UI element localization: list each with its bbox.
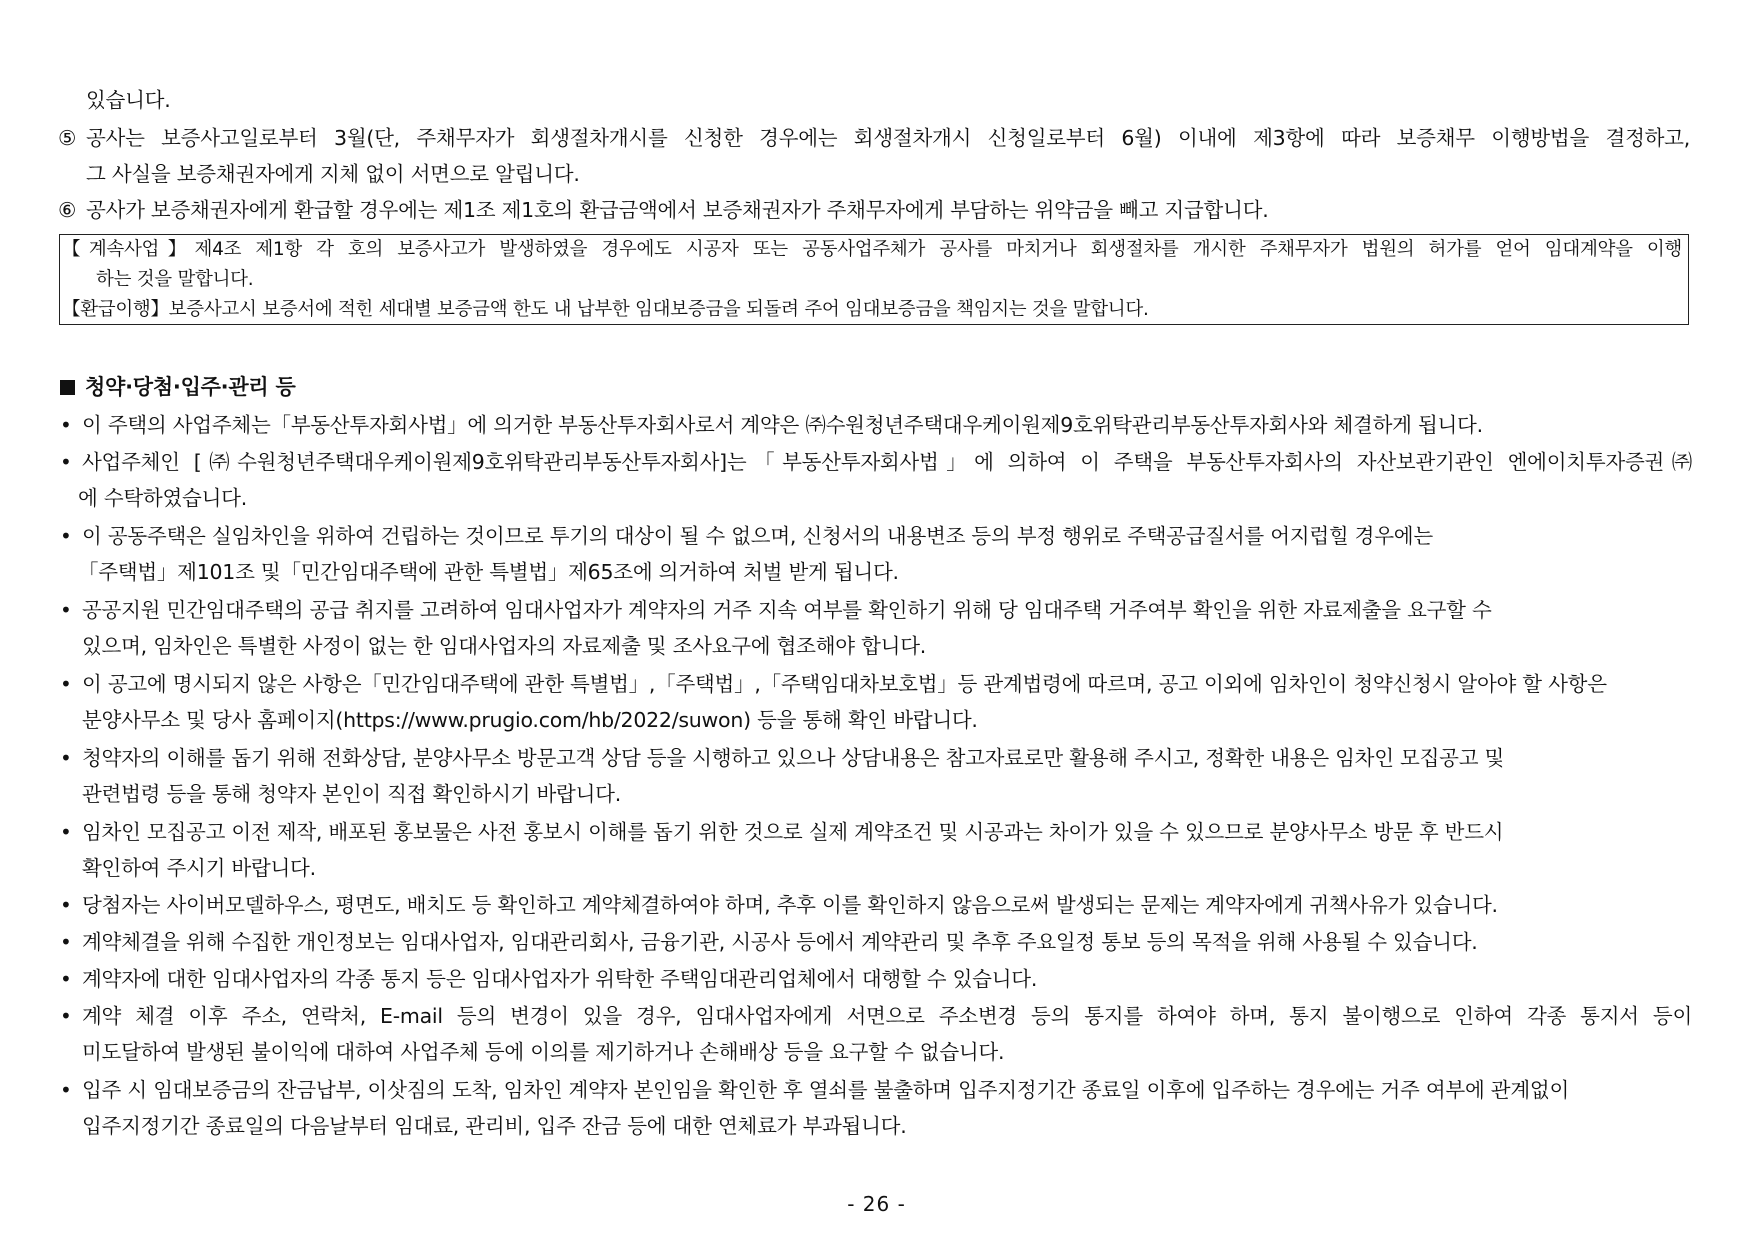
item-5-line-2: 그 사실을 보증채권자에게 지체 없이 서면으로 알립니다. xyxy=(86,162,580,186)
bullet-icon: • xyxy=(60,413,72,437)
bullet-icon: • xyxy=(60,672,72,696)
item-number-6: ⑥ xyxy=(58,198,77,222)
page-number: - 26 - xyxy=(847,1192,906,1216)
definition-continued-business: 【계속사업】제4조 제1항 각 호의 보증사고가 발생하였을 경우에도 시공자 또는 공동사업주체가 공사를 마치거나 회생절차를 개시한 주채무자가 법원의 허가를 얻어 임대계약을 이행 xyxy=(62,239,1682,260)
bullet-icon: • xyxy=(60,746,72,770)
bullet-icon: • xyxy=(60,1078,72,1102)
list-item-cont: 입주지정기간 종료일의 다음날부터 임대료, 관리비, 입주 잔금 등에 대한 연체료가 부과됩니다. xyxy=(82,1114,907,1138)
bullet-icon: • xyxy=(60,820,72,844)
item-5-line-1: 공사는 보증사고일로부터 3월(단, 주채무자가 회생절차개시를 신청한 경우에는 회생절차개시 신청일로부터 6월) 이내에 제3항에 따라 보증채무 이행방법을 결정하고, xyxy=(86,126,1690,150)
list-item: 이 공고에 명시되지 않은 사항은「민간임대주택에 관한 특별법」,「주택법」,「주택임대차보호법」등 관계법령에 따르며, 공고 이외에 임차인이 청약신청시 알아야 할 사항은 xyxy=(82,672,1607,696)
list-item: 이 공동주택은 실임차인을 위하여 건립하는 것이므로 투기의 대상이 될 수 없으며, 신청서의 내용변조 등의 부정 행위로 주택공급질서를 어지럽힐 경우에는 xyxy=(82,524,1433,548)
list-item-cont: 에 수탁하였습니다. xyxy=(78,486,247,510)
bullet-icon: • xyxy=(60,967,72,991)
bullet-icon: • xyxy=(60,524,72,548)
section-title-text: 청약·당첨·입주·관리 등 xyxy=(85,375,296,399)
list-item-cont: 미도달하여 발생된 불이익에 대하여 사업주체 등에 이의를 제기하거나 손해배상 등을 요구할 수 없습니다. xyxy=(82,1040,1005,1064)
bullet-icon: • xyxy=(60,450,72,474)
list-item: 계약체결을 위해 수집한 개인정보는 임대사업자, 임대관리회사, 금융기관, 시공사 등에서 계약관리 및 추후 주요일정 통보 등의 목적을 위해 사용될 수 있습니다. xyxy=(82,930,1478,954)
bullet-icon: • xyxy=(60,1004,72,1028)
list-item: 이 주택의 사업주체는「부동산투자회사법」에 의거한 부동산투자회사로서 계약은 ㈜수원청년주택대우케이원제9호위탁관리부동산투자회사와 체결하게 됩니다. xyxy=(82,413,1483,437)
list-item: 임차인 모집공고 이전 제작, 배포된 홍보물은 사전 홍보시 이해를 돕기 위한 것으로 실제 계약조건 및 시공과는 차이가 있을 수 있으므로 분양사무소 방문 후 반드시 xyxy=(82,820,1504,844)
square-bullet-icon xyxy=(60,380,75,395)
bullet-icon: • xyxy=(60,598,72,622)
bullet-icon: • xyxy=(60,893,72,917)
item-6-line-1: 공사가 보증채권자에게 환급할 경우에는 제1조 제1호의 환급금액에서 보증채권자가 주채무자에게 부담하는 위약금을 빼고 지급합니다. xyxy=(86,198,1269,222)
section-title xyxy=(60,373,296,401)
continued-text: 있습니다. xyxy=(86,88,171,112)
list-item: 사업주체인 [㈜수원청년주택대우케이원제9호위탁관리부동산투자회사]는「부동산투자회사법」에 의하여 이 주택을 부동산투자회사의 자산보관기관인 엔에이치투자증권㈜ xyxy=(82,450,1692,474)
list-item-cont: 있으며, 임차인은 특별한 사정이 없는 한 임대사업자의 자료제출 및 조사요구에 협조해야 합니다. xyxy=(82,634,927,658)
bullet-icon: • xyxy=(60,930,72,954)
list-item-cont: 분양사무소 및 당사 홈페이지(https://www.prugio.com/hb/2022/suwon) 등을 통해 확인 바랍니다. xyxy=(82,708,978,732)
list-item-cont: 관련법령 등을 통해 청약자 본인이 직접 확인하시기 바랍니다. xyxy=(82,782,621,806)
list-item: 공공지원 민간임대주택의 공급 취지를 고려하여 임대사업자가 계약자의 거주 지속 여부를 확인하기 위해 당 임대주택 거주여부 확인을 위한 자료제출을 요구할 수 xyxy=(82,598,1492,622)
list-item-cont: 「주택법」제101조 및「민간임대주택에 관한 특별법」제65조에 의거하여 처벌 받게 됩니다. xyxy=(78,560,899,584)
list-item: 계약 체결 이후 주소, 연락처, E-mail 등의 변경이 있을 경우, 임대사업자에게 서면으로 주소변경 등의 통지를 하여야 하며, 통지 불이행으로 인하여 각종 통지서 등이 xyxy=(82,1004,1692,1028)
definition-continued-business-cont: 하는 것을 말합니다. xyxy=(96,269,254,290)
list-item: 계약자에 대한 임대사업자의 각종 통지 등은 임대사업자가 위탁한 주택임대관리업체에서 대행할 수 있습니다. xyxy=(82,967,1038,991)
list-item-cont: 확인하여 주시기 바랍니다. xyxy=(82,856,316,880)
item-number-5: ⑤ xyxy=(58,126,77,150)
list-item: 입주 시 임대보증금의 잔금납부, 이삿짐의 도착, 임차인 계약자 본인임을 확인한 후 열쇠를 불출하며 입주지정기간 종료일 이후에 입주하는 경우에는 거주 여부에 관계없이 xyxy=(82,1078,1570,1102)
list-item: 청약자의 이해를 돕기 위해 전화상담, 분양사무소 방문고객 상담 등을 시행하고 있으나 상담내용은 참고자료로만 활용해 주시고, 정확한 내용은 임차인 모집공고 및 xyxy=(82,746,1505,770)
list-item: 당첨자는 사이버모델하우스, 평면도, 배치도 등 확인하고 계약체결하여야 하며, 추후 이를 확인하지 않음으로써 발생되는 문제는 계약자에게 귀책사유가 있습니다. xyxy=(82,893,1498,917)
definition-refund: 【환급이행】보증사고시 보증서에 적힌 세대별 보증금액 한도 내 납부한 임대보증금을 되돌려 주어 임대보증금을 책임지는 것을 말합니다. xyxy=(62,299,1149,320)
